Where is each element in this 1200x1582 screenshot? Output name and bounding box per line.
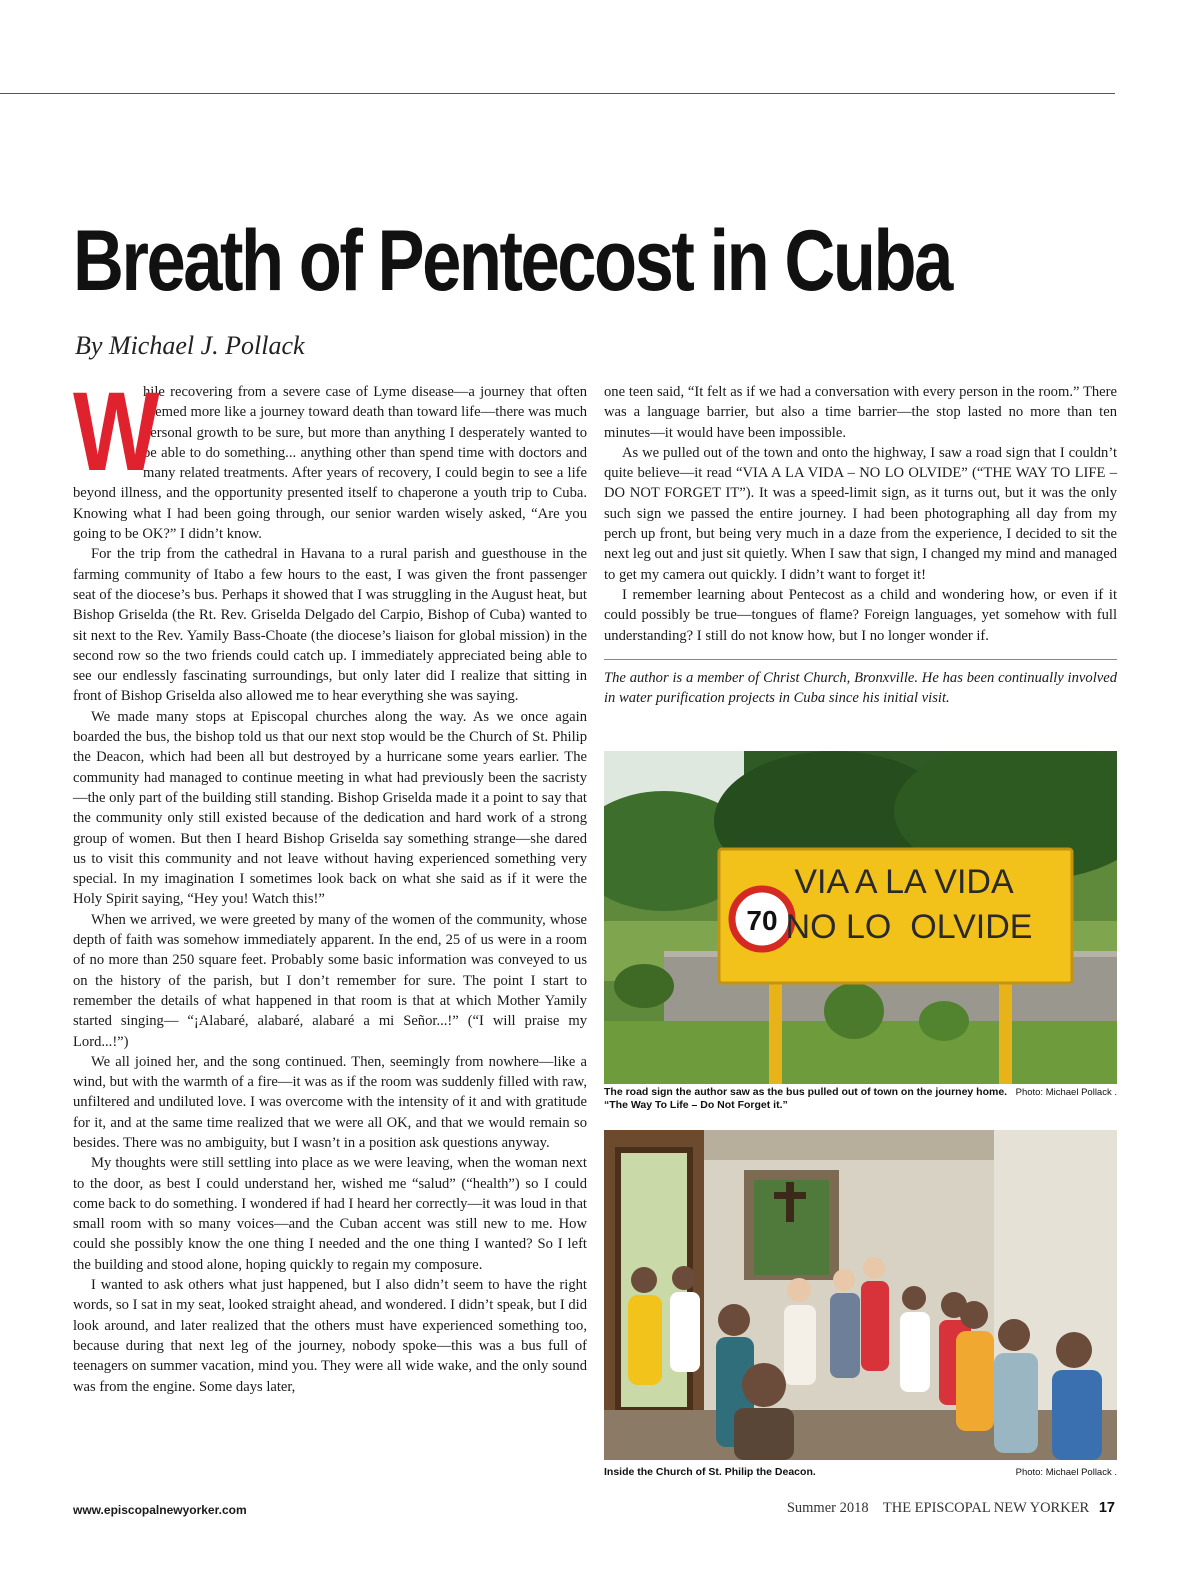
photo-credit: Photo: Michael Pollack .: [1015, 1087, 1117, 1098]
right-column: [604, 382, 1117, 708]
sign-line-2: NO LO OLVIDE: [785, 908, 1033, 946]
sign-line-1: VIA A LA VIDA: [794, 863, 1014, 901]
issue-date: Summer 2018: [786, 1500, 869, 1516]
speed-limit-number: 70: [746, 905, 778, 936]
road-sign-caption: [604, 1086, 1117, 1112]
page-footer: [787, 1500, 1115, 1517]
publication-name: THE EPISCOPAL NEW YORKER: [882, 1500, 1090, 1516]
page-number: 17: [1098, 1500, 1115, 1516]
article-headline: Breath of Pentecost in Cuba: [73, 213, 951, 309]
paragraph: I remember learning about Pentecost as a child and wondering how, or even if it could possibly be true—tongues of flame? Foreign languages, yet somehow with full understanding? I still do not know how, but I no longer wonder if.: [604, 586, 1117, 644]
church-interior-photo: [604, 1130, 1117, 1460]
author-note-rule: [604, 659, 1117, 660]
paragraph: I wanted to ask others what just happened, but I also didn’t seem to have the right words, so I sat in my seat, looked straight ahead, and wondered. I didn’t speak, but I did look around, and later realized that the others must have experienced something too, because during that next leg of the journey, nobody spoke—this was a bus full of teenagers on summer vacation, mind you. They were all wide wake, and the only sound was from the engine. Some days later,: [73, 1277, 587, 1395]
drop-cap: W: [73, 369, 160, 494]
church-caption: [604, 1466, 1117, 1479]
paragraph: one teen said, “It felt as if we had a conversation with every person in the room.” There was a language barrier, but also a time barrier—the stop lasted no more than ten minutes—it would have been impossible.: [604, 384, 1117, 441]
road-sign-photo: [604, 751, 1117, 1084]
photo-credit: Photo: Michael Pollack .: [1015, 1467, 1117, 1478]
left-column: [73, 369, 587, 1397]
paragraph: We all joined her, and the song continued. Then, seemingly from nowhere—like a wind, but with the warmth of a fire—it was as if the room was suddenly filled with raw, unfiltered and undiluted love. I was overcome with the intensity of it and with gratitude for it, and at the same time realized that we were all OK, and that we would remain so besides. There was no ambiguity, but I wasn’t in a position ask questions anyway.: [73, 1053, 587, 1151]
website-link[interactable]: www.episcopalnewyorker.com: [73, 1503, 247, 1517]
paragraph: As we pulled out of the town and onto the highway, I saw a road sign that I couldn’t quite believe—it read “VIA A LA VIDA – NO LO OLVIDE” (“THE WAY TO LIFE – DO NOT FORGET IT”). It was a speed-limit sign, as it turns out, but it was the only such sign we passed the entire journey. I had been photographing all day from my perch up front, but being very much in a daze from the experience, I decided to sit the next leg out and just sit quietly. When I saw that sign, I changed my mind and managed to get my camera out quickly. I didn’t want to forget it!: [604, 444, 1117, 583]
byline: By Michael J. Pollack: [75, 331, 305, 360]
paragraph: My thoughts were still settling into place as we were leaving, when the woman next to the door, as best I could understand her, wished me “salud” (“health”) so I could come back to do something. I wondered if had I heard her correctly—it was loud in that small room with so many voices—and the Cuban accent was still new to me. How could she possibly know the one thing I needed and the one thing I wanted? So I left the building and stood alone, hoping quickly to regain my composure.: [73, 1155, 587, 1273]
paragraph: When we arrived, we were greeted by many of the women of the community, whose depth of faith was somehow immediately apparent. In the end, 25 of us were in a room of no more than 250 square feet. Probably some basic information was conveyed to us on the history of the parish, but I don’t remember for sure. The point I start to remember the details of what happened in that room is that at which Mother Yamily started singing— “¡Alabaré, alabaré, alabaré a mi Señor...!” (“I will praise my Lord...!”): [73, 911, 587, 1050]
paragraph: W hile recovering from a severe case of Lyme disease—a journey that often seemed more like a journey toward death than toward life—there was much personal growth to be sure, but more than anything I desperately wanted to be able to do something... anything other than spend time with doctors and many related treatments. After years of recovery, I could begin to see a life beyond illness, and the opportunity presented itself to chaperone a youth trip to Cuba. Knowing what I had been going through, our senior warden wisely asked, “Are you going to be OK?” I didn’t know.: [73, 369, 587, 543]
paragraph: For the trip from the cathedral in Havana to a rural parish and guesthouse in the farming community of Itabo a few hours to the east, I was given the front passenger seat of the diocese’s bus. Perhaps it showed that I was struggling in the August heat, but Bishop Griselda (the Rt. Rev. Griselda Delgado del Carpio, Bishop of Cuba) wanted to sit next to the Rev. Yamily Bass-Choate (the diocese’s liaison for global mission) in the second row so the two friends could catch up. I immediately appreciated being able to see our endlessly fascinating surroundings, but only later did I realize that sitting in front of Bishop Griselda also allowed me to hear everything she was saying.: [73, 546, 587, 705]
paragraph: We made many stops at Episcopal churches along the way. As we once again boarded the bus, the bishop told us that our next stop would be the Church of St. Philip the Deacon, which had been all but destroyed by a hurricane some years earlier. The community had managed to continue meeting in what had previously been the sacristy—the only part of the building still standing. Bishop Griselda made it a point to say that the community only still existed because of the dedication and hard work of a strong group of women. But then I heard Bishop Griselda say something strange—she dared us to visit this community and not leave without having experienced something very special. In my imagination I sometimes look back on what she said as if it were the Holy Spirit saying, “Hey you! Watch this!”: [73, 708, 587, 908]
author-note: The author is a member of Christ Church, Bronxville. He has been continually involved in water purification projects in Cuba since his initial visit.: [604, 669, 1117, 707]
caption-text: Inside the Church of St. Philip the Deacon.: [604, 1466, 816, 1478]
caption-text: The road sign the author saw as the bus pulled out of town on the journey home. “The Way To Life – Do Not Forget it.”: [604, 1086, 1008, 1111]
top-rule: [0, 93, 1115, 94]
